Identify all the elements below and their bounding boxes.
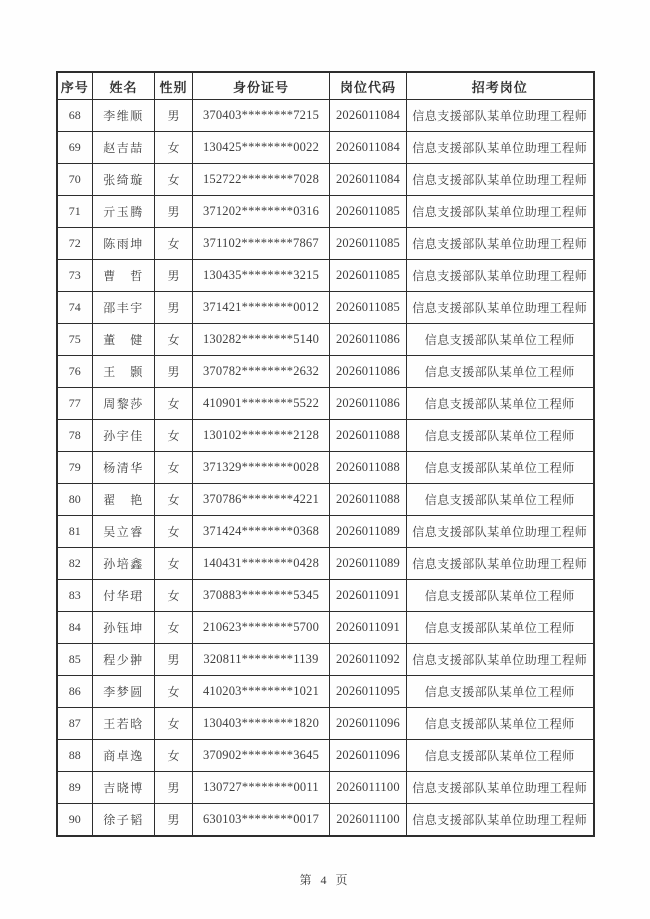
cell-no: 76 [57,356,93,388]
cell-job_title: 信息支援部队某单位工程师 [407,708,594,740]
cell-id_number: 410203********1021 [193,676,330,708]
table-row [57,388,594,420]
table-row [57,740,594,772]
cell-name: 杨清华 [93,452,155,484]
cell-name: 程少翀 [93,644,155,676]
cell-no: 78 [57,420,93,452]
cell-job_code: 2026011091 [330,580,407,612]
cell-job_code: 2026011091 [330,612,407,644]
cell-id_number: 371421********0012 [193,292,330,324]
column-header-gender: 性别 [155,72,193,100]
cell-name: 亓玉腾 [93,196,155,228]
cell-no: 84 [57,612,93,644]
cell-job_title: 信息支援部队某单位助理工程师 [407,260,594,292]
cell-job_code: 2026011086 [330,356,407,388]
cell-name: 吉晓博 [93,772,155,804]
cell-name: 李维顺 [93,100,155,132]
cell-gender: 男 [155,100,193,132]
cell-id_number: 210623********5700 [193,612,330,644]
cell-job_title: 信息支援部队某单位工程师 [407,420,594,452]
cell-job_title: 信息支援部队某单位助理工程师 [407,100,594,132]
cell-id_number: 130435********3215 [193,260,330,292]
cell-id_number: 370786********4221 [193,484,330,516]
cell-job_title: 信息支援部队某单位工程师 [407,612,594,644]
cell-id_number: 130403********1820 [193,708,330,740]
cell-name: 邵丰宇 [93,292,155,324]
cell-job_code: 2026011085 [330,228,407,260]
cell-no: 85 [57,644,93,676]
cell-job_title: 信息支援部队某单位助理工程师 [407,164,594,196]
table-row [57,580,594,612]
cell-job_title: 信息支援部队某单位助理工程师 [407,292,594,324]
cell-no: 70 [57,164,93,196]
cell-job_title: 信息支援部队某单位工程师 [407,356,594,388]
cell-job_code: 2026011100 [330,804,407,837]
cell-job_title: 信息支援部队某单位工程师 [407,388,594,420]
cell-name: 王 颢 [93,356,155,388]
table-row [57,452,594,484]
cell-gender: 女 [155,452,193,484]
cell-job_title: 信息支援部队某单位工程师 [407,580,594,612]
cell-no: 72 [57,228,93,260]
cell-name: 张绮璇 [93,164,155,196]
table-row [57,356,594,388]
table-row [57,644,594,676]
cell-id_number: 140431********0428 [193,548,330,580]
cell-gender: 女 [155,228,193,260]
cell-id_number: 410901********5522 [193,388,330,420]
table-row [57,772,594,804]
column-header-id_number: 身份证号 [193,72,330,100]
table-row [57,420,594,452]
cell-no: 74 [57,292,93,324]
cell-id_number: 630103********0017 [193,804,330,837]
table-row [57,804,594,837]
table-row [57,676,594,708]
cell-no: 83 [57,580,93,612]
cell-name: 孙钰坤 [93,612,155,644]
table-row [57,612,594,644]
table-row [57,324,594,356]
cell-gender: 女 [155,676,193,708]
column-header-name: 姓名 [93,72,155,100]
cell-gender: 男 [155,292,193,324]
cell-gender: 男 [155,260,193,292]
table-row [57,292,594,324]
cell-id_number: 370883********5345 [193,580,330,612]
cell-gender: 女 [155,132,193,164]
cell-job_title: 信息支援部队某单位工程师 [407,740,594,772]
table-row [57,516,594,548]
cell-gender: 男 [155,196,193,228]
column-header-job_title: 招考岗位 [407,72,594,100]
table-row [57,132,594,164]
cell-no: 73 [57,260,93,292]
cell-id_number: 370782********2632 [193,356,330,388]
page-number: 第 4 页 [299,873,351,887]
roster-table [56,71,595,837]
cell-job_title: 信息支援部队某单位助理工程师 [407,228,594,260]
cell-no: 87 [57,708,93,740]
cell-gender: 女 [155,612,193,644]
cell-no: 82 [57,548,93,580]
cell-gender: 女 [155,548,193,580]
cell-id_number: 130282********5140 [193,324,330,356]
cell-name: 周黎莎 [93,388,155,420]
cell-job_title: 信息支援部队某单位工程师 [407,452,594,484]
cell-gender: 男 [155,644,193,676]
cell-name: 商卓逸 [93,740,155,772]
cell-id_number: 152722********7028 [193,164,330,196]
cell-no: 68 [57,100,93,132]
cell-job_title: 信息支援部队某单位助理工程师 [407,804,594,837]
table-body [57,100,594,837]
cell-job_code: 2026011088 [330,452,407,484]
cell-name: 徐子韬 [93,804,155,837]
cell-job_code: 2026011089 [330,516,407,548]
cell-name: 董 健 [93,324,155,356]
cell-job_code: 2026011084 [330,100,407,132]
cell-no: 86 [57,676,93,708]
cell-id_number: 371424********0368 [193,516,330,548]
cell-job_code: 2026011096 [330,708,407,740]
table-row [57,196,594,228]
cell-id_number: 130425********0022 [193,132,330,164]
cell-name: 付华珺 [93,580,155,612]
cell-job_code: 2026011092 [330,644,407,676]
cell-id_number: 370902********3645 [193,740,330,772]
cell-job_title: 信息支援部队某单位助理工程师 [407,196,594,228]
cell-no: 75 [57,324,93,356]
cell-job_code: 2026011084 [330,164,407,196]
column-header-no: 序号 [57,72,93,100]
cell-job_code: 2026011095 [330,676,407,708]
table-row [57,228,594,260]
cell-job_code: 2026011086 [330,324,407,356]
cell-gender: 女 [155,324,193,356]
cell-no: 79 [57,452,93,484]
cell-job_title: 信息支援部队某单位助理工程师 [407,644,594,676]
table-header [57,72,594,100]
cell-no: 81 [57,516,93,548]
cell-gender: 男 [155,772,193,804]
cell-name: 翟 艳 [93,484,155,516]
cell-name: 吴立睿 [93,516,155,548]
cell-job_code: 2026011100 [330,772,407,804]
cell-name: 孙宇佳 [93,420,155,452]
cell-job_code: 2026011089 [330,548,407,580]
cell-name: 李梦圆 [93,676,155,708]
table-row [57,100,594,132]
cell-no: 69 [57,132,93,164]
cell-job_code: 2026011086 [330,388,407,420]
cell-job_title: 信息支援部队某单位助理工程师 [407,548,594,580]
cell-job_code: 2026011096 [330,740,407,772]
cell-job_code: 2026011084 [330,132,407,164]
cell-name: 王若晗 [93,708,155,740]
cell-job_code: 2026011085 [330,292,407,324]
cell-job_title: 信息支援部队某单位助理工程师 [407,516,594,548]
cell-no: 90 [57,804,93,837]
cell-id_number: 371202********0316 [193,196,330,228]
cell-gender: 男 [155,804,193,837]
cell-gender: 女 [155,740,193,772]
table-row [57,260,594,292]
cell-job_code: 2026011085 [330,260,407,292]
cell-name: 陈雨坤 [93,228,155,260]
header-row [57,72,594,100]
cell-id_number: 371329********0028 [193,452,330,484]
cell-job_title: 信息支援部队某单位工程师 [407,324,594,356]
table-row [57,164,594,196]
table-row [57,708,594,740]
cell-gender: 女 [155,708,193,740]
cell-gender: 女 [155,388,193,420]
cell-job_title: 信息支援部队某单位助理工程师 [407,772,594,804]
cell-name: 曹 哲 [93,260,155,292]
cell-job_code: 2026011085 [330,196,407,228]
cell-gender: 女 [155,516,193,548]
cell-no: 77 [57,388,93,420]
cell-job_title: 信息支援部队某单位工程师 [407,484,594,516]
cell-job_title: 信息支援部队某单位工程师 [407,676,594,708]
cell-job_code: 2026011088 [330,420,407,452]
cell-job_title: 信息支援部队某单位助理工程师 [407,132,594,164]
cell-id_number: 371102********7867 [193,228,330,260]
cell-no: 71 [57,196,93,228]
cell-id_number: 130727********0011 [193,772,330,804]
cell-job_code: 2026011088 [330,484,407,516]
cell-gender: 女 [155,580,193,612]
cell-id_number: 320811********1139 [193,644,330,676]
cell-id_number: 370403********7215 [193,100,330,132]
cell-gender: 女 [155,420,193,452]
cell-no: 88 [57,740,93,772]
cell-gender: 女 [155,484,193,516]
cell-gender: 女 [155,164,193,196]
cell-gender: 男 [155,356,193,388]
column-header-job_code: 岗位代码 [330,72,407,100]
table-row [57,548,594,580]
cell-name: 孙培鑫 [93,548,155,580]
cell-no: 80 [57,484,93,516]
cell-id_number: 130102********2128 [193,420,330,452]
cell-no: 89 [57,772,93,804]
cell-name: 赵吉喆 [93,132,155,164]
table-row [57,484,594,516]
